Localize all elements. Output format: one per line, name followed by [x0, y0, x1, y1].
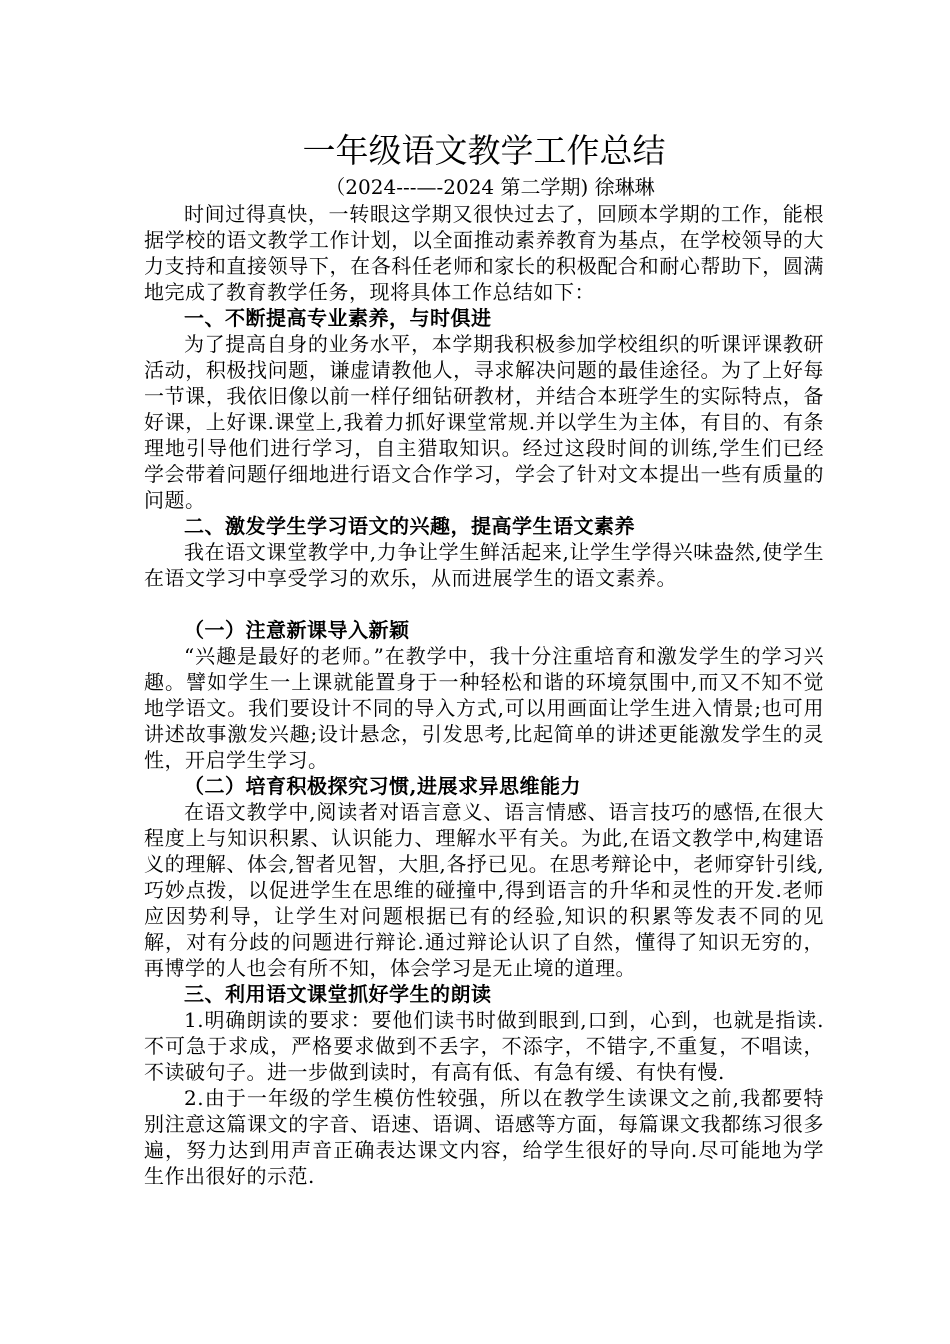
section-3-heading: 三、利用语文课堂抓好学生的朗读	[184, 982, 492, 1006]
subsection-1-paragraph: “兴趣是最好的老师。”在教学中，我十分注重培育和激发学生的学习兴趣。譬如学生一上课就能置身于一种轻松和谐的环境氛围中,而又不知不觉地学语文。我们要设计不同的导入方式,可以用画面让学生进入情景;也可用讲述故事激发兴趣;设计悬念，引发思考,比起简单的讲述更能激发学生的灵性，开启学生学习。	[144, 644, 824, 772]
subsection-2-heading: （二）培育积极探究习惯,进展求异思维能力	[184, 774, 581, 798]
blank-line	[144, 591, 824, 617]
section-3-item-2: 2.由于一年级的学生模仿性较强，所以在教学生读课文之前,我都要特别注意这篇课文的字音、语速、语调、语感等方面，每篇课文我都练习很多遍，努力达到用声音正确表达课文内容，给学生很好的导向.尽可能地为学生作出很好的示范.	[144, 1086, 824, 1188]
section-3-item-1: 1.明确朗读的要求：要他们读书时做到眼到,口到，心到，也就是指读.不可急于求成，严格要求做到不丢字，不添字，不错字,不重复，不唱读，不读破句子。进一步做到读时，有高有低、有急有缓、有快有慢.	[144, 1008, 824, 1084]
subsection-1-heading: （一）注意新课导入新颖	[184, 618, 410, 642]
subsection-2-paragraph: 在语文教学中,阅读者对语言意义、语言情感、语言技巧的感悟,在很大程度上与知识积累、认识能力、理解水平有关。为此,在语文教学中,构建语义的理解、体会,智者见智，大胆,各抒已见。在思考辩论中，老师穿针引线,巧妙点拨，以促进学生在思维的碰撞中,得到语言的升华和灵性的开发.老师应因势利导，让学生对问题根据已有的经验,知识的积累等发表不同的见解，对有分歧的问题进行辩论.通过辩论认识了自然，懂得了知识无穷的，再博学的人也会有所不知，体会学习是无止境的道理。	[144, 800, 824, 980]
page-subtitle: （2024---—-2024 第二学期) 徐琳琳	[325, 175, 655, 199]
intro-paragraph: 时间过得真快，一转眼这学期又很快过去了，回顾本学期的工作，能根据学校的语文教学工作计划，以全面推动素养教育为基点，在学校领导的大力支持和直接领导下，在各科任老师和家长的积极配合和耐心帮助下，圆满地完成了教育教学任务，现将具体工作总结如下：	[144, 202, 824, 304]
section-1-paragraph: 为了提高自身的业务水平，本学期我积极参加学校组织的听课评课教研活动，积极找问题，谦虚请教他人，寻求解决问题的最佳途径。为了上好每一节课，我依旧像以前一样仔细钻研教材，并结合本班学生的实际特点，备好课，上好课.课堂上,我着力抓好课堂常规.并以学生为主体，有目的、有条理地引导他们进行学习，自主猎取知识。经过这段时间的训练,学生们已经学会带着问题仔细地进行语文合作学习，学会了针对文本提出一些有质量的问题。	[144, 332, 824, 512]
section-2-heading: 二、激发学生学习语文的兴趣，提高学生语文素养	[184, 514, 635, 538]
page-title: 一年级语文教学工作总结	[302, 131, 666, 170]
document-page	[144, 128, 824, 1189]
section-1-heading: 一、不断提高专业素养，与时俱进	[184, 306, 492, 330]
section-2-paragraph: 我在语文课堂教学中,力争让学生鲜活起来,让学生学得兴味盎然,使学生在语文学习中享受学习的欢乐，从而进展学生的语文素养。	[144, 540, 824, 590]
